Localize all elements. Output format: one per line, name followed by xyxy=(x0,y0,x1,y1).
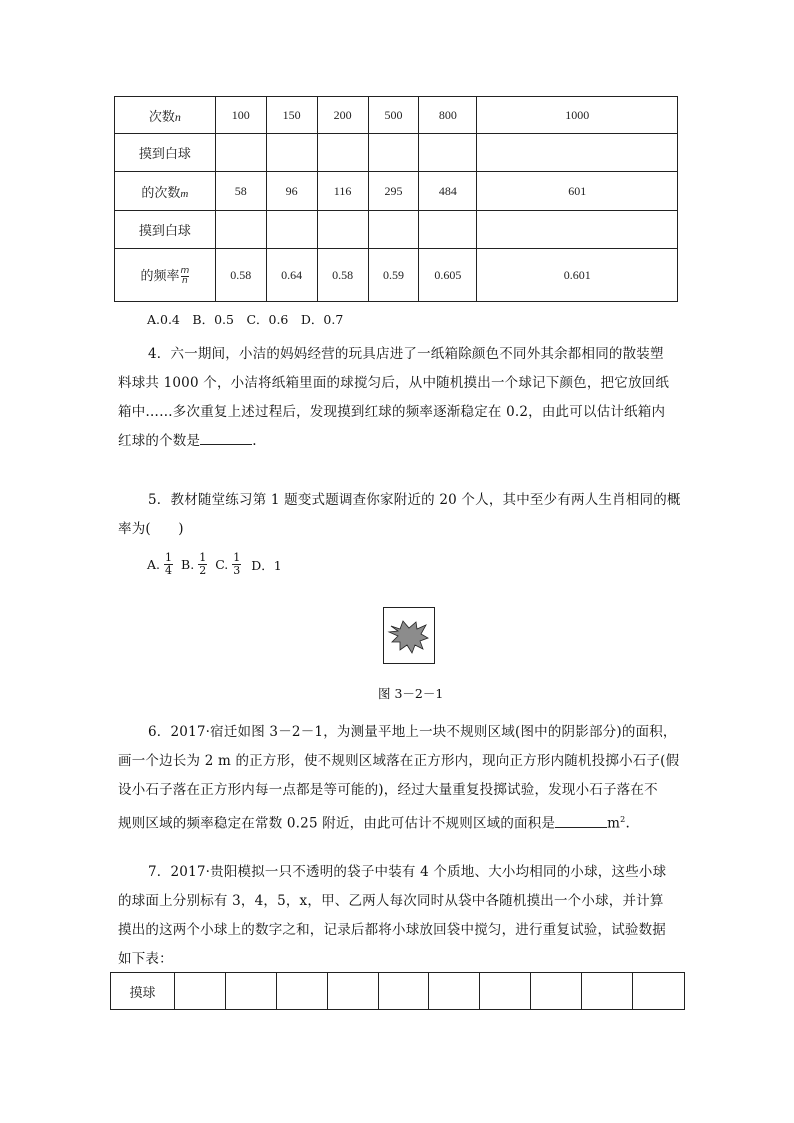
table-row xyxy=(115,211,678,249)
table-cell: 116 xyxy=(317,172,368,211)
question-6: 6．2017·宿迁如图 3－2－1，为测量平地上一块不规则区域(图中的阴影部分)的面积， 画一个边长为 2 m 的正方形，使不规则区域落在正方形内，现向正方形内随机投掷小石子(假 设小石子落在正方形内每一点都是等可能的)，经过大量重复投掷试验，发现小石子落在不 规则区域的频率稳定在常数 0.25 附近，由此可估计不规则区域的面积是 $m^2$. xyxy=(118,724,680,832)
table-cell: 0.58 xyxy=(215,249,266,302)
frequency-table xyxy=(114,96,678,302)
q3-options: A.0.4 B．0.5 C．0.6 D．0.7 xyxy=(147,312,344,327)
table-cell: 200 xyxy=(317,97,368,134)
question-5: 5．教材随堂练习第 1 题变式题调查你家附近的 20 个人，其中至少有两人生肖相同的概 率为( ) xyxy=(118,492,681,537)
answer-blank[interactable] xyxy=(555,813,607,828)
table-row xyxy=(115,172,678,211)
table-cell: 0.601 xyxy=(477,249,678,302)
table-row xyxy=(115,97,678,134)
table-cell: 0.64 xyxy=(266,249,317,302)
table-row xyxy=(115,249,678,302)
table-cell: 100 xyxy=(215,97,266,134)
draw-table xyxy=(110,972,685,1010)
row-label-white: 摸到白球 xyxy=(115,134,216,172)
table-cell: 484 xyxy=(419,172,477,211)
table-cell: 601 xyxy=(477,172,678,211)
table-cell: 96 xyxy=(266,172,317,211)
table-row xyxy=(115,134,678,172)
figure-square xyxy=(383,607,435,664)
table-cell: 500 xyxy=(368,97,419,134)
answer-blank[interactable] xyxy=(200,430,252,445)
table-cell: 0.58 xyxy=(317,249,368,302)
row-label-frequency: 的频率 $\frac{m}{n}$ xyxy=(115,249,216,302)
table-cell: 1000 xyxy=(477,97,678,134)
table-cell: 0.59 xyxy=(368,249,419,302)
row-label-white: 摸到白球 xyxy=(115,211,216,249)
question-4: 4．六一期间，小洁的妈妈经营的玩具店进了一纸箱除颜色不同外其余都相同的散装塑 料球共 1000 个，小洁将纸箱里面的球搅匀后，从中随机摸出一个球记下颜色，把它放回纸 箱中……多次重复上述过程后，发现摸到红球的频率逐渐稳定在 0.2，由此可以估计纸箱内 红球的个数是 . xyxy=(118,346,670,449)
table-cell: 58 xyxy=(215,172,266,211)
fraction-b: $\frac{1}{2}$ xyxy=(199,551,207,577)
table-cell: 800 xyxy=(419,97,477,134)
row-label-count: 的次数m xyxy=(115,172,216,211)
fraction-a: $\frac{1}{4}$ xyxy=(165,551,173,577)
table-cell: 295 xyxy=(368,172,419,211)
fraction-m-over-n: $\frac{m}{n}$ xyxy=(180,265,190,286)
figure-caption: 图 3－2－1 xyxy=(378,686,444,701)
table-cell: 150 xyxy=(266,97,317,134)
row-label-draw: 摸球 xyxy=(111,973,175,1010)
table-row xyxy=(111,973,685,1010)
row-header-trials: 次数n xyxy=(115,97,216,134)
irregular-shape-icon xyxy=(384,608,434,663)
table-cell: 0.605 xyxy=(419,249,477,302)
q5-options: A. $\frac{1}{4}$ B. $\frac{1}{2}$ C. $\frac{1}{3}$ D．1 xyxy=(147,551,282,577)
fraction-c: $\frac{1}{3}$ xyxy=(233,551,241,577)
question-7: 7．2017·贵阳模拟一只不透明的袋子中装有 4 个质地、大小均相同的小球，这些小球 的球面上分别标有 3，4，5，x，甲、乙两人每次同时从袋中各随机摸出一个小球，并计算 摸出的这两个小球上的数字之和，记录后都将小球放回袋中搅匀，进行重复试验，试验数据 如下表： xyxy=(118,864,667,967)
